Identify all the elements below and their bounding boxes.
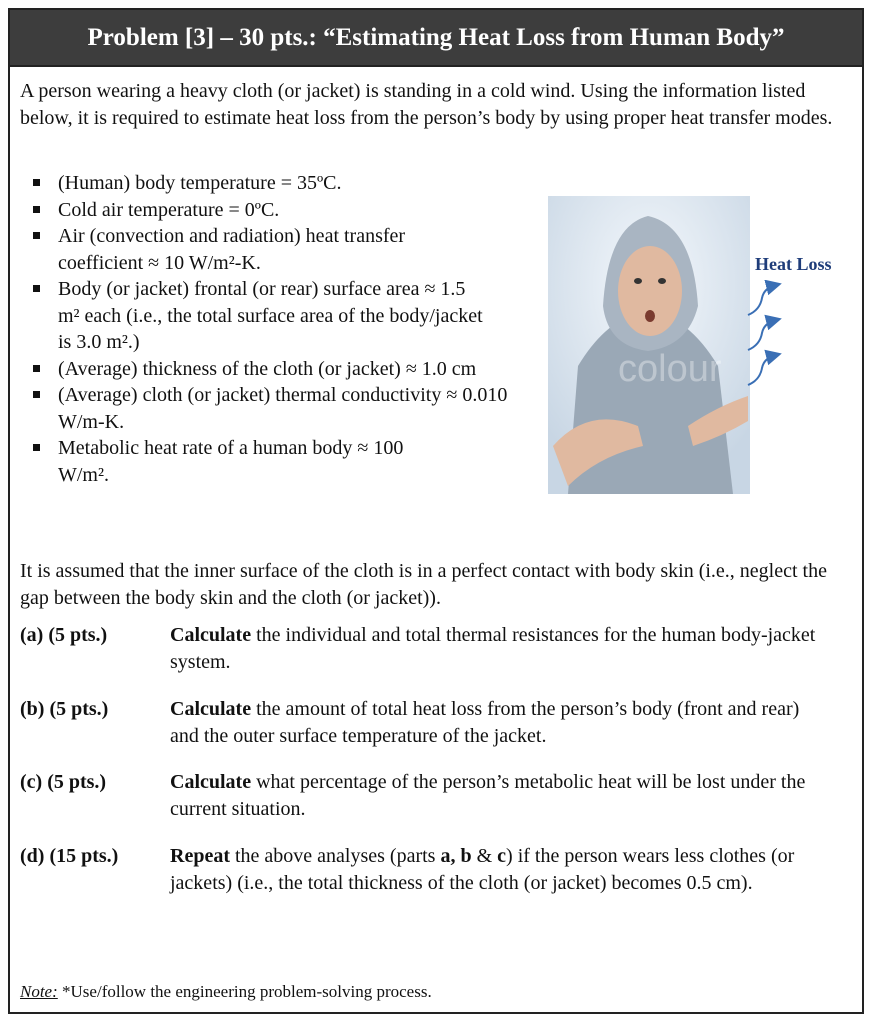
part-label: (d) (15 pts.) — [20, 845, 119, 867]
assumption-paragraph: It is assumed that the inner surface of the cloth is in a perfect contact with body skin (i.e., neglect the gap between the body skin and the cloth (or jacket)). — [20, 560, 827, 609]
given-data-list — [28, 170, 528, 488]
list-item: (Average) cloth (or jacket) thermal conductivity ≈ 0.010 W/m-K. — [28, 382, 528, 435]
cold-person-photo — [548, 196, 750, 494]
part-label: (b) (5 pts.) — [20, 698, 109, 720]
footnote: Note: *Use/follow the engineering problem-solving process. — [20, 982, 432, 1001]
part-label: (a) (5 pts.) — [20, 624, 108, 646]
list-item: Body (or jacket) frontal (or rear) surface area ≈ 1.5 m² each (i.e., the total surface area of the body/jacket is 3.0 m².) — [28, 276, 488, 356]
list-item: Metabolic heat rate of a human body ≈ 100 W/m². — [28, 435, 408, 488]
problem-title: Problem [3] – 30 pts.: “Estimating Heat Loss from Human Body” — [10, 10, 862, 67]
list-item: Cold air temperature = 0ºC. — [28, 197, 528, 224]
note-label: Note: — [20, 982, 58, 1001]
heat-loss-arrows-icon — [740, 280, 800, 390]
list-item: Air (convection and radiation) heat transfer coefficient ≈ 10 W/m²-K. — [28, 223, 478, 276]
list-item: (Average) thickness of the cloth (or jacket) ≈ 1.0 cm — [28, 356, 478, 383]
photo-watermark: colour — [618, 348, 722, 390]
problem-frame: Problem [3] – 30 pts.: “Estimating Heat Loss from Human Body” A person wearing a heavy cloth (or jacket) is standing in a cold wind. Using the information listed below, it is required to estimate heat loss from the person’s body by using proper heat transfer modes. (Human) body temperature = 35ºC. Cold air temperature = 0ºC. Air (convection and radiation) heat transfer coefficient ≈ 10 W/m²-K. Body (or jacket) frontal (or rear) surface area ≈ 1.5 m² each (i.e., the total surface area of the body/jacket is 3.0 m².) (Average) thickness of the cloth (or jacket) ≈ 1.0 cm (Average) cloth (or jacket) thermal conductivity ≈ 0.010 W/m-K. Metabolic heat rate of a human body ≈ 100 W/m². colour Heat Loss It is assumed that the inner surface of the cloth is in a perfect contact with body skin (i.e., neglect the gap between the body skin and the cloth (or jacket)). (a) (5 pts.) Calculate the individual and total thermal resistances for the human body-jacket system. (b) (5 pts.) Calculate the amount of total heat loss from the person’s body (front and rear) and the outer surface temperature of the jacket. (c) (5 pts.) Calculate what percentage of the person’s metabolic heat will be lost under the current situation. (d) (15 pts.) Repeat the above analyses (parts a, b & c) if the person wears less clothes (or jackets) (i.e., the total thickness of the cloth (or jacket) becomes 0.5 cm). Note: *Use/follow the engineering problem-solving process. — [8, 8, 864, 1014]
list-item: (Human) body temperature = 35ºC. — [28, 170, 528, 197]
heat-loss-label: Heat Loss — [755, 254, 832, 274]
part-label: (c) (5 pts.) — [20, 771, 107, 793]
intro-paragraph: A person wearing a heavy cloth (or jacket) is standing in a cold wind. Using the information listed below, it is required to estimate heat loss from the person’s body by using proper heat transfer modes. — [20, 80, 833, 129]
